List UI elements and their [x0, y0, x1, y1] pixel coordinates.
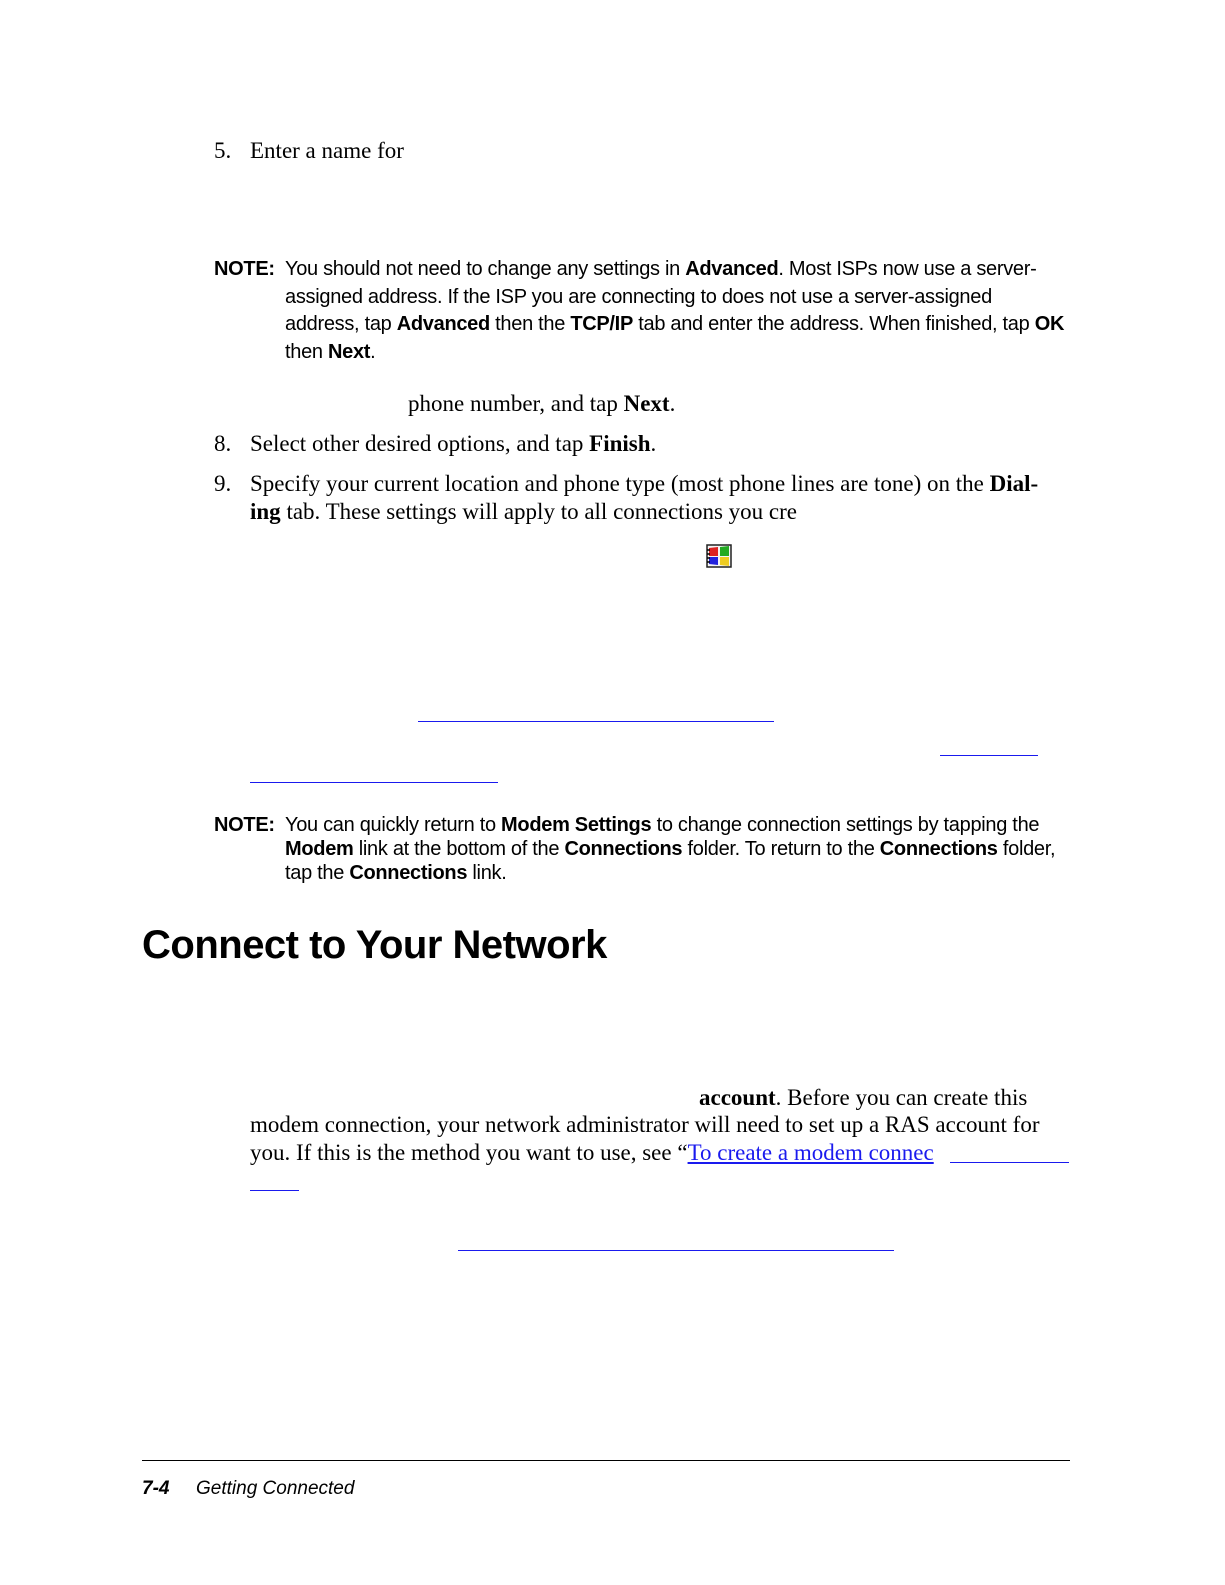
- step-number-8: 8.: [214, 431, 232, 456]
- note-2-line-3: tap the Connections link.: [285, 862, 507, 884]
- link-underline[interactable]: [250, 782, 498, 783]
- note-label: NOTE:: [214, 258, 275, 280]
- link-underline[interactable]: [250, 1190, 299, 1191]
- footer-rule: [142, 1460, 1070, 1461]
- step-number-5: 5.: [214, 138, 232, 163]
- note-1-line-4: then Next.: [285, 341, 376, 363]
- footer-title: Getting Connected: [196, 1478, 355, 1499]
- link-underline[interactable]: [418, 721, 774, 722]
- note-1-line-3: address, tap Advanced then the TCP/IP tab and enter the address. When finished, tap OK: [285, 313, 1065, 335]
- note-1-line-1: You should not need to change any settings in Advanced. Most ISPs now use a server-: [285, 258, 1037, 280]
- step-8-text: Select other desired options, and tap Finish.: [250, 431, 657, 456]
- windows-flag-icon: [706, 544, 732, 568]
- para-line-3: you. If this is the method you want to use, see “To create a modem connec: [250, 1140, 934, 1165]
- note-2-line-1: You can quickly return to Modem Settings to change connection settings by tapping the: [285, 814, 1040, 836]
- page-number: 7-4: [142, 1478, 170, 1499]
- link-underline[interactable]: [458, 1250, 894, 1251]
- step-9-line-2: ing tab. These settings will apply to all connections you cre: [250, 499, 798, 524]
- note-2-line-2: Modem link at the bottom of the Connections folder. To return to the Connections folder,: [285, 838, 1056, 860]
- step-9-line-1: Specify your current location and phone type (most phone lines are tone) on the Dial-: [250, 471, 1039, 496]
- note-1-line-2: assigned address. If the ISP you are connecting to does not use a server-assigned: [285, 286, 992, 308]
- step-number-9: 9.: [214, 471, 232, 496]
- link-underline[interactable]: [950, 1162, 1069, 1163]
- note-label: NOTE:: [214, 814, 275, 836]
- step-7-text: phone number, and tap Next.: [408, 391, 676, 416]
- para-line-1: account. Before you can create this: [699, 1085, 1028, 1110]
- step-5-text: Enter a name for: [250, 138, 404, 163]
- para-line-2: modem connection, your network administrator will need to set up a RAS account for: [250, 1112, 1040, 1137]
- link-underline[interactable]: [940, 755, 1038, 756]
- section-heading: Connect to Your Network: [142, 923, 607, 967]
- create-modem-connection-link[interactable]: To create a modem connec: [687, 1140, 934, 1165]
